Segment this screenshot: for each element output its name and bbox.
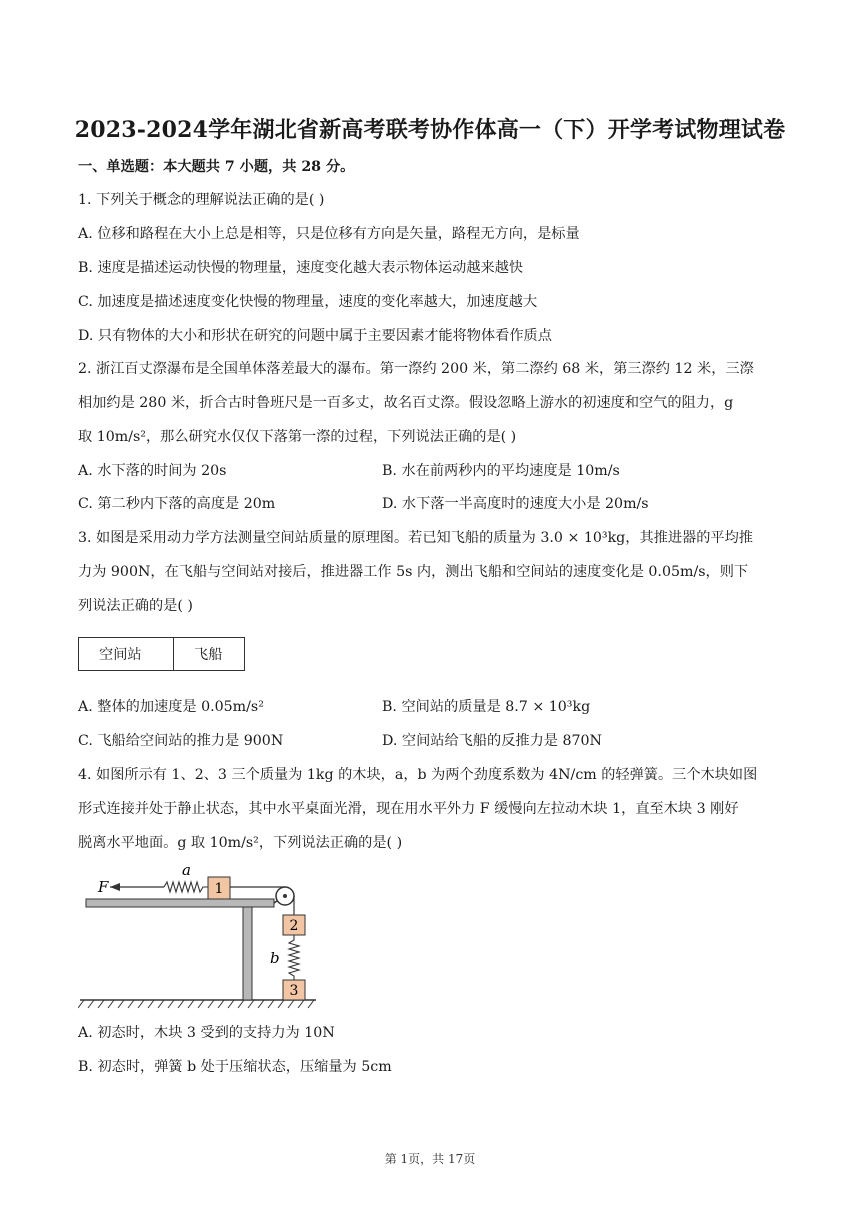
q2-option-c: C. 第二秒内下落的高度是 20m: [78, 496, 276, 512]
q1-stem: 1. 下列关于概念的理解说法正确的是( ): [78, 192, 325, 208]
q4-stem-line2: 形式连接并处于静止状态，其中水平桌面光滑，现在用水平外力 F 缓慢向左拉动木块 1，直至木块 3 刚好: [78, 801, 739, 817]
label-F: F: [98, 878, 109, 896]
q1-option-b: B. 速度是描述运动快慢的物理量，速度变化越大表示物体运动越来越快: [78, 260, 524, 276]
label-b: b: [270, 949, 280, 967]
space-station-box: 空间站: [78, 637, 174, 671]
q2-option-d: D. 水下落一半高度时的速度大小是 20m/s: [382, 496, 649, 512]
q3-diagram: [78, 637, 245, 673]
q2-option-a: A. 水下落的时间为 20s: [78, 463, 227, 479]
ground-hatch: [78, 1000, 314, 1008]
q4-spring-diagram: [78, 862, 318, 1012]
block-3-label: 3: [289, 983, 299, 999]
q3-stem-line1: 3. 如图是采用动力学方法测量空间站质量的原理图。若已知飞船的质量为 3.0 × 10³kg，其推进器的平均推: [78, 530, 753, 546]
q1-option-c: C. 加速度是描述速度变化快慢的物理量，速度的变化率越大，加速度越大: [78, 294, 538, 310]
table-leg: [243, 907, 252, 1000]
q3-option-c: C. 飞船给空间站的推力是 900N: [78, 733, 284, 749]
q4-option-a: A. 初态时，木块 3 受到的支持力为 10N: [78, 1025, 335, 1041]
q1-option-a: A. 位移和路程在大小上总是相等，只是位移有方向是矢量，路程无方向，是标量: [78, 226, 580, 242]
q3-option-a: A. 整体的加速度是 0.05m/s²: [78, 699, 264, 715]
q3-option-b: B. 空间站的质量是 8.7 × 10³kg: [382, 699, 591, 715]
table-top: [86, 899, 274, 907]
q3-stem-line3: 列说法正确的是( ): [78, 598, 193, 614]
q2-option-b: B. 水在前两秒内的平均速度是 10m/s: [382, 463, 620, 479]
section-heading: 一、单选题：本大题共 7 小题，共 28 分。: [78, 159, 355, 175]
pulley-axle: [283, 894, 287, 898]
q3-stem-line2: 力为 900N，在飞船与空间站对接后，推进器工作 5s 内，测出飞船和空间站的速度变化是 0.05m/s，则下: [78, 564, 749, 580]
q4-stem-line3: 脱离水平地面。g 取 10m/s²，下列说法正确的是( ): [78, 835, 403, 851]
q2-stem-line3: 取 10m/s²，那么研究水仅仅下落第一漈的过程，下列说法正确的是( ): [78, 429, 517, 445]
block-2-label: 2: [289, 918, 299, 934]
spring-b: [289, 935, 299, 980]
label-a: a: [182, 862, 191, 879]
q4-option-b: B. 初态时，弹簧 b 处于压缩状态，压缩量为 5cm: [78, 1059, 392, 1075]
force-arrow-head: [110, 883, 120, 891]
q2-stem-line2: 相加约是 280 米，折合古时鲁班尺是一百多丈，故名百丈漈。假设忽略上游水的初速度和空气的阻力，g: [78, 395, 734, 411]
q3-option-d: D. 空间站给飞船的反推力是 870N: [382, 733, 602, 749]
block-1-label: 1: [214, 881, 224, 897]
q1-option-d: D. 只有物体的大小和形状在研究的问题中属于主要因素才能将物体看作质点: [78, 328, 552, 344]
spring-a: [164, 882, 208, 892]
q2-stem-line1: 2. 浙江百丈漈瀑布是全国单体落差最大的瀑布。第一漈约 200 米，第二漈约 68 米，第三漈约 12 米，三漈: [78, 361, 754, 377]
q4-stem-line1: 4. 如图所示有 1、2、3 三个质量为 1kg 的木块，a，b 为两个劲度系数为 4N/cm 的轻弹簧。三个木块如图: [78, 767, 758, 783]
page-title: 2023-2024学年湖北省新高考联考协作体高一（下）开学考试物理试卷: [74, 117, 786, 143]
spaceship-box: 飞船: [173, 637, 245, 671]
page-footer: 第 1页，共 17页: [384, 1152, 476, 1166]
